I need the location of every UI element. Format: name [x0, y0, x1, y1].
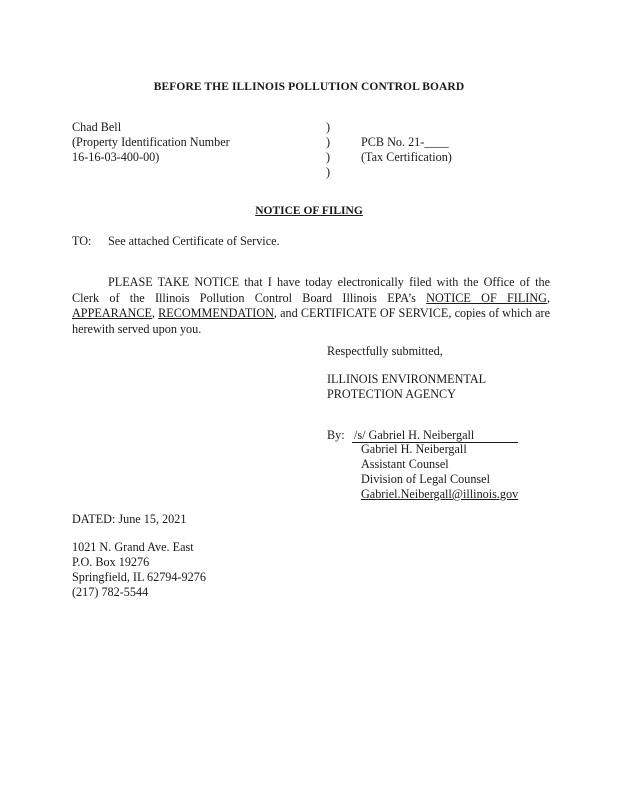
paren-3: ): [326, 150, 331, 164]
case-type: (Tax Certification): [361, 150, 452, 164]
case-caption-left: [72, 120, 230, 165]
notice-of-filing-link[interactable]: NOTICE OF FILING: [426, 290, 547, 305]
signer-email-link[interactable]: Gabriel.Neibergall@illinois.gov: [361, 487, 519, 501]
signer-name: Gabriel H. Neibergall: [361, 442, 467, 456]
address-po-box: P.O. Box 19276: [72, 555, 150, 569]
paren-2: ): [326, 135, 331, 149]
to-recipients: See attached Certificate of Service.: [108, 234, 280, 248]
agency-line-1: ILLINOIS ENVIRONMENTAL: [327, 372, 487, 386]
address-street: 1021 N. Grand Ave. East: [72, 540, 194, 554]
address-phone: (217) 782-5544: [72, 585, 149, 599]
appearance-link[interactable]: APPEARANCE: [72, 306, 152, 320]
agency-line-2: PROTECTION AGENCY: [327, 387, 456, 401]
closing-salutation: Respectfully submitted,: [327, 344, 443, 358]
signature-line: [352, 428, 518, 443]
signer-division: Division of Legal Counsel: [361, 472, 490, 486]
property-id-line-1: (Property Identification Number: [72, 135, 230, 149]
agency-address: [72, 540, 206, 600]
address-city: Springfield, IL 62794-9276: [72, 570, 206, 584]
property-id-line-2: 16-16-03-400-00): [72, 150, 160, 164]
body-sep-1: ,: [546, 290, 550, 305]
paren-4: ): [326, 165, 331, 179]
signer-title: Assistant Counsel: [361, 457, 449, 471]
case-caption-right: [361, 135, 452, 165]
signature-block: [361, 442, 518, 502]
to-label: TO:: [72, 234, 92, 248]
body-text-1: PLEASE TAKE NOTICE that I have today electronically filed with the Office of the Clerk of the Illinois Pollution Control Board Illinois EPA’s: [72, 275, 550, 305]
electronic-signature: /s/ Gabriel H. Neibergall: [354, 428, 475, 442]
date-line: DATED: June 15, 2021: [72, 512, 187, 526]
body-text-2: , and CERTIFICATE OF SERVICE, copies of which are herewith served upon you.: [72, 306, 551, 336]
agency-name: [327, 372, 486, 402]
notice-body: [72, 275, 550, 337]
by-label: By:: [327, 428, 345, 442]
board-title: BEFORE THE ILLINOIS POLLUTION CONTROL BOARD: [153, 81, 465, 93]
body-sep-2: ,: [151, 306, 159, 320]
petitioner-name: Chad Bell: [72, 120, 122, 134]
pcb-number: PCB No. 21-____: [361, 135, 449, 149]
caption-parentheses: [326, 120, 330, 180]
paren-1: ): [326, 120, 331, 134]
notice-heading: NOTICE OF FILING: [255, 205, 363, 217]
recommendation-link[interactable]: RECOMMENDATION: [158, 306, 274, 320]
